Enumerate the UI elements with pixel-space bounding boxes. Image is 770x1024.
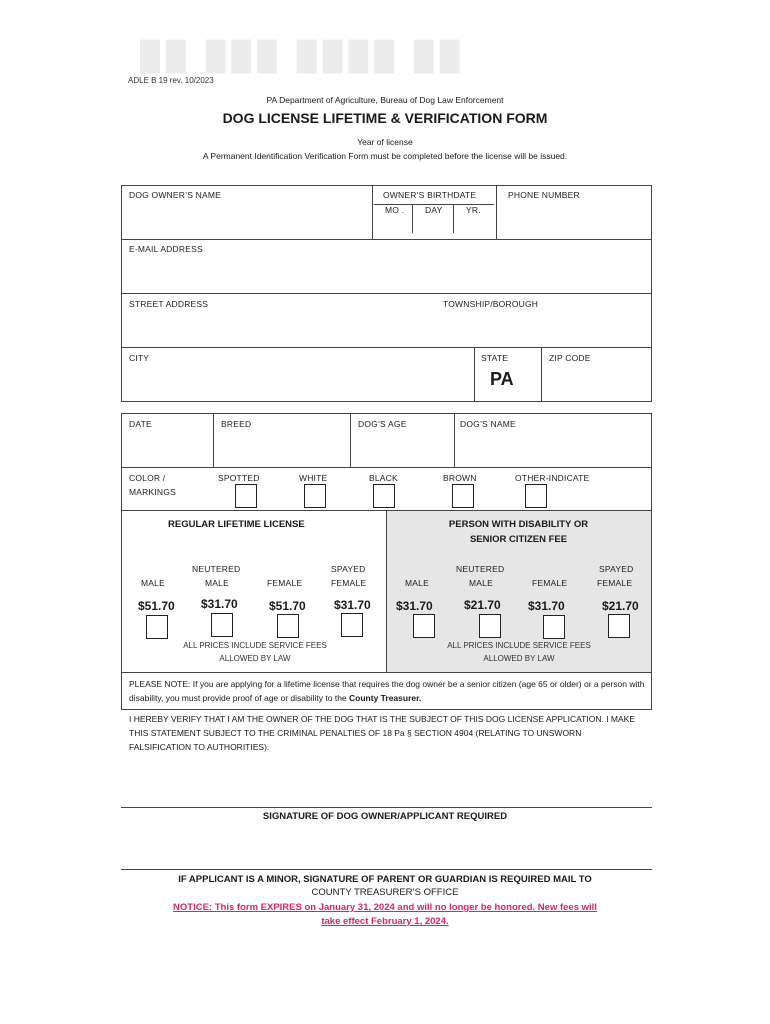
senior-neutered-male-label: MALE	[469, 578, 493, 588]
price-senior-spayed-female: $21.70	[602, 599, 639, 613]
fee-senior-neutered-male-checkbox[interactable]	[479, 614, 501, 638]
please-note-text: PLEASE NOTE: If you are applying for a lifetime license that requires the dog owner be a senior citizen (age 65 or older) or a person with disability, you must provide proof of age or disability to the County Treasurer.	[129, 679, 645, 703]
regular-female-label: FEMALE	[267, 578, 303, 588]
regular-neutered-label: NEUTERED	[192, 564, 241, 574]
regular-neutered-male-label: MALE	[205, 578, 229, 588]
color-black-label: BLACK	[369, 473, 398, 483]
senior-female-label: FEMALE	[532, 578, 568, 588]
fee-senior-female-checkbox[interactable]	[543, 615, 565, 639]
senior-neutered-label: NEUTERED	[456, 564, 505, 574]
birth-day-field[interactable]: DAY	[425, 205, 443, 215]
guardian-signature-line[interactable]	[121, 869, 652, 870]
price-regular-male: $51.70	[138, 599, 175, 613]
owner-birthdate-label: OWNER’S BIRTHDATE	[383, 190, 477, 200]
fee-regular-neutered-male-checkbox[interactable]	[211, 613, 233, 637]
dog-name-field[interactable]: DOG’S NAME	[460, 419, 516, 429]
state-value: PA	[490, 369, 514, 389]
price-senior-neutered-male: $21.70	[464, 598, 501, 612]
color-brown-label: BROWN	[443, 473, 477, 483]
color-white-label: WHITE	[299, 473, 328, 483]
township-field[interactable]: TOWNSHIP/BOROUGH	[443, 299, 539, 309]
verification-line-1: I HEREBY VERIFY THAT I AM THE OWNER OF THE DOG THAT IS THE SUBJECT OF THIS DOG LICENSE APPLICATION. I MAKE	[129, 714, 636, 724]
color-spotted-checkbox[interactable]	[235, 484, 257, 508]
regular-license-title: REGULAR LIFETIME LICENSE	[168, 519, 305, 530]
fee-senior-male-checkbox[interactable]	[413, 614, 435, 638]
senior-spayed-label: SPAYED	[599, 564, 634, 574]
senior-male-label: MALE	[405, 578, 429, 588]
signature-label: SIGNATURE OF DOG OWNER/APPLICANT REQUIRED	[262, 811, 508, 822]
phone-number-field[interactable]: PHONE NUMBER	[508, 190, 580, 200]
fee-regular-female-checkbox[interactable]	[277, 614, 299, 638]
faded-header-watermark: ██ ███ ████ ██	[140, 40, 466, 71]
color-brown-checkbox[interactable]	[452, 484, 474, 508]
verification-line-3: FALSIFICATION TO AUTHORITIES).	[129, 742, 270, 752]
birth-year-field[interactable]: YR.	[466, 205, 481, 215]
senior-fees-note-2: ALLOWED BY LAW	[483, 654, 555, 663]
street-address-field[interactable]: STREET ADDRESS	[129, 299, 209, 309]
verification-line-2: THIS STATEMENT SUBJECT TO THE CRIMINAL PENALTIES OF 18 Pa § SECTION 4904 (RELATING TO UNSWORN	[129, 728, 582, 738]
permanent-id-note: A Permanent Identification Verification Form must be completed before the license will be issued.	[202, 151, 568, 161]
regular-spayed-label: SPAYED	[331, 564, 366, 574]
fee-senior-spayed-female-checkbox[interactable]	[608, 614, 630, 638]
color-other-label: OTHER-INDICATE	[515, 473, 590, 483]
zip-code-field[interactable]: ZIP CODE	[549, 353, 591, 363]
price-regular-spayed-female: $31.70	[334, 598, 371, 612]
signature-line[interactable]	[121, 807, 652, 808]
state-label: STATE	[481, 353, 509, 363]
regular-fees-note-1: ALL PRICES INCLUDE SERVICE FEES	[183, 641, 327, 650]
senior-spayed-female-label: FEMALE	[597, 578, 633, 588]
color-black-checkbox[interactable]	[373, 484, 395, 508]
birth-month-field[interactable]: MO .	[385, 205, 405, 215]
expiration-notice-1: NOTICE: This form EXPIRES on January 31, 2024 and will no longer be honored. New fees will	[173, 902, 597, 913]
email-field[interactable]: E-MAIL ADDRESS	[129, 244, 203, 254]
color-spotted-label: SPOTTED	[218, 473, 260, 483]
owner-name-field[interactable]: DOG OWNER’S NAME	[129, 190, 221, 200]
regular-fees-note-2: ALLOWED BY LAW	[219, 654, 291, 663]
color-other-checkbox[interactable]	[525, 484, 547, 508]
form-code: ADLE B 19 rev. 10/2023	[128, 76, 214, 85]
expiration-notice-2: take effect February 1, 2024.	[321, 916, 449, 927]
dog-age-field[interactable]: DOG’S AGE	[358, 419, 407, 429]
date-field[interactable]: DATE	[129, 419, 152, 429]
color-markings-label-2: MARKINGS	[129, 487, 176, 497]
city-field[interactable]: CITY	[129, 353, 150, 363]
minor-guardian-note: IF APPLICANT IS A MINOR, SIGNATURE OF PARENT OR GUARDIAN IS REQUIRED MAIL TO	[178, 874, 592, 885]
fee-regular-spayed-female-checkbox[interactable]	[341, 613, 363, 637]
regular-male-label: MALE	[141, 578, 165, 588]
price-regular-neutered-male: $31.70	[201, 597, 238, 611]
price-senior-male: $31.70	[396, 599, 433, 613]
breed-field[interactable]: BREED	[221, 419, 252, 429]
color-markings-label-1: COLOR /	[129, 473, 166, 483]
price-regular-female: $51.70	[269, 599, 306, 613]
senior-license-title-2: SENIOR CITIZEN FEE	[469, 534, 568, 545]
county-treasurer-office: COUNTY TREASURER’S OFFICE	[311, 887, 459, 898]
agency-line: PA Department of Agriculture, Bureau of Dog Law Enforcement	[266, 95, 504, 105]
senior-license-title-1: PERSON WITH DISABILITY OR	[448, 519, 589, 530]
form-title: DOG LICENSE LIFETIME & VERIFICATION FORM	[222, 110, 548, 126]
senior-fees-note-1: ALL PRICES INCLUDE SERVICE FEES	[447, 641, 591, 650]
fee-regular-male-checkbox[interactable]	[146, 615, 168, 639]
color-white-checkbox[interactable]	[304, 484, 326, 508]
year-of-license: Year of license	[357, 137, 413, 147]
regular-spayed-female-label: FEMALE	[331, 578, 367, 588]
price-senior-female: $31.70	[528, 599, 565, 613]
